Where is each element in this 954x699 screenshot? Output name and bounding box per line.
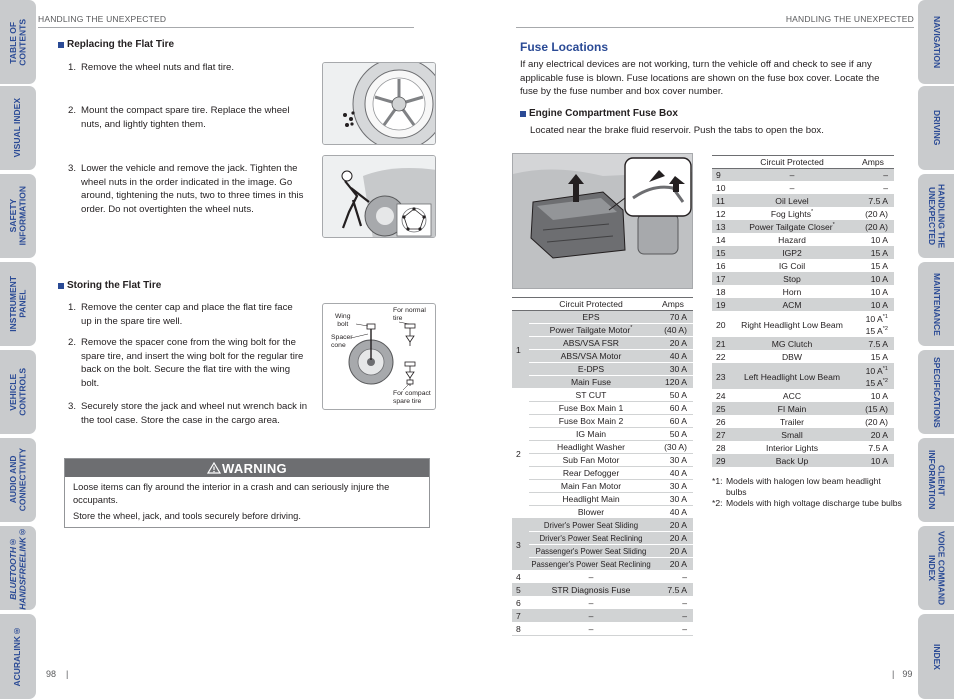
amps-value: (20 A) — [852, 416, 894, 429]
tab-label: NAVIGATION — [931, 15, 942, 69]
table-row — [512, 480, 693, 493]
warning-line-1: Loose items can fly around the interior in a crash and can seriously injure the occupants. — [73, 482, 390, 505]
table-row — [512, 454, 693, 467]
left-tab-vehicle[interactable] — [0, 350, 36, 434]
fuse-number: 5 — [512, 584, 529, 597]
wing-bolt-label: Wing bolt — [335, 313, 351, 328]
fuse-number: 6 — [512, 597, 529, 610]
right-tab-driving[interactable] — [918, 86, 954, 170]
left-tab-instrument[interactable] — [0, 262, 36, 346]
compact-spare-label: For compact spare tire — [393, 390, 431, 405]
amps-value: 10 A — [852, 390, 894, 403]
page-number-right: | 99 — [892, 669, 913, 679]
header-rule-left — [38, 27, 414, 28]
amps-value: 40 A — [653, 506, 693, 519]
storing-section-title: Storing the Flat Tire — [58, 280, 161, 291]
section-marker-icon — [58, 283, 64, 289]
tab-label: MAINTENANCE — [931, 272, 942, 336]
table-row — [712, 390, 894, 403]
fuse-number: 1 — [512, 311, 529, 389]
amps-value: 15 A — [852, 351, 894, 364]
amps-value: 20 A — [653, 337, 693, 350]
circuit-protected: – — [529, 571, 653, 584]
wheel-mount-illustration — [322, 62, 436, 145]
table-row — [512, 441, 693, 454]
tab-label: BLUETOOTH® HANDSFREELINK® — [7, 526, 27, 610]
circuit-protected: STR Diagnosis Fuse — [529, 584, 653, 597]
amps-value: – — [653, 623, 693, 636]
right-tab-voice-command[interactable] — [918, 526, 954, 610]
left-tab-visual-index[interactable] — [0, 86, 36, 170]
fuse-number: 15 — [712, 247, 732, 260]
circuit-protected: Driver's Power Seat Sliding — [529, 519, 653, 532]
section-marker-icon — [520, 111, 526, 117]
amps-value: (15 A) — [852, 403, 894, 416]
tab-label: ACURALINK® — [12, 626, 23, 687]
footnote-1: *1: Models with halogen low beam headlight bulbs — [712, 476, 881, 497]
fuse-number: 12 — [712, 208, 732, 221]
circuit-protected: Headlight Washer — [529, 441, 653, 454]
table-row — [512, 402, 693, 415]
table-row — [712, 416, 894, 429]
spare-tire-well-illustration — [322, 303, 436, 410]
amps-value: 50 A — [653, 389, 693, 402]
fuse-number: 2 — [512, 389, 529, 519]
circuit-protected: Stop — [732, 273, 852, 286]
circuit-protected: Sub Fan Motor — [529, 454, 653, 467]
table-row — [712, 442, 894, 455]
circuit-protected: ST CUT — [529, 389, 653, 402]
table-row — [712, 208, 894, 221]
table2-header-amps: Amps — [852, 156, 894, 169]
table-row — [712, 273, 894, 286]
table-row — [712, 195, 894, 208]
right-side-tabs — [918, 0, 954, 699]
amps-value: 30 A — [653, 480, 693, 493]
fuse-table-2 — [712, 155, 894, 468]
fuse-number: 25 — [712, 403, 732, 416]
amps-value: 20 A — [653, 519, 693, 532]
amps-value: 7.5 A — [852, 195, 894, 208]
tab-label: CLIENT INFORMATION — [927, 450, 947, 510]
fuse-number: 26 — [712, 416, 732, 429]
fuse-number: 4 — [512, 571, 529, 584]
table-row — [712, 221, 894, 234]
table-row — [712, 234, 894, 247]
table-row — [712, 351, 894, 364]
circuit-protected: ABS/VSA Motor — [529, 350, 653, 363]
circuit-protected: – — [732, 169, 852, 182]
amps-value: 30 A — [653, 454, 693, 467]
table-row — [712, 455, 894, 468]
amps-value: 30 A — [653, 363, 693, 376]
table-row — [512, 428, 693, 441]
fuse-number: 18 — [712, 286, 732, 299]
table-row — [512, 506, 693, 519]
left-tab-safety[interactable] — [0, 174, 36, 258]
table-row — [512, 610, 693, 623]
tab-label: DRIVING — [931, 110, 942, 146]
amps-value: 60 A — [653, 415, 693, 428]
fuse-table-1 — [512, 297, 693, 636]
amps-value: 10 $A^{*1}$ 15 $A^{*2}$ — [852, 312, 894, 338]
running-head-left: HANDLING THE UNEXPECTED — [38, 14, 167, 24]
fuse-number: 9 — [712, 169, 732, 182]
circuit-protected: FI Main — [732, 403, 852, 416]
amps-value: 15 A — [852, 247, 894, 260]
storing-step-2: 2. Remove the spacer cone from the wing bolt for the spare tire, and insert the wing bolt for the regular tire back on the bolt. Secure the flat tire with the wing bolt. — [68, 337, 304, 389]
circuit-protected: E-DPS — [529, 363, 653, 376]
fuse-number: 13 — [712, 221, 732, 234]
tab-label: INSTRUMENT PANEL — [7, 276, 27, 332]
warning-triangle-icon — [207, 462, 221, 474]
table-row — [512, 350, 693, 363]
warning-box — [64, 458, 430, 528]
fuse-number: 29 — [712, 455, 732, 468]
table-row — [512, 532, 693, 545]
circuit-protected: IG Coil — [732, 260, 852, 273]
amps-value: 7.5 A — [653, 584, 693, 597]
table-row — [512, 467, 693, 480]
circuit-protected: Trailer — [732, 416, 852, 429]
circuit-protected: Fog Lights* — [732, 208, 852, 221]
table-row — [512, 519, 693, 532]
table1-header-amps: Amps — [653, 298, 693, 311]
table-row — [512, 337, 693, 350]
circuit-protected: Small — [732, 429, 852, 442]
amps-value: – — [653, 597, 693, 610]
table-row — [712, 247, 894, 260]
table-row — [512, 597, 693, 610]
tab-label: INDEX — [931, 643, 942, 670]
table-row — [512, 363, 693, 376]
right-tab-maintenance[interactable] — [918, 262, 954, 346]
circuit-protected: Power Tailgate Motor* — [529, 324, 653, 337]
table2-header-number — [712, 156, 732, 169]
amps-value: 10 $A^{*1}$ 15 $A^{*2}$ — [852, 364, 894, 390]
amps-value: 120 A — [653, 376, 693, 389]
replacing-step-3: 3. Lower the vehicle and remove the jack. Tighten the wheel nuts in the order indicated in the image. Go around, tightening the nuts, two to three times in this order. Do not overtighten the wheel nuts. — [68, 163, 304, 215]
table-row — [512, 623, 693, 636]
left-tab-bluetooth[interactable] — [0, 526, 36, 610]
header-rule-right — [516, 27, 914, 28]
table-row — [712, 260, 894, 273]
circuit-protected: Headlight Main — [529, 493, 653, 506]
fuse-number: 8 — [512, 623, 529, 636]
storing-step-1: 1. Remove the center cap and place the flat tire face up in the spare tire well. — [68, 302, 293, 327]
replacing-step-1: 1. Remove the wheel nuts and flat tire. — [68, 62, 235, 73]
fuse-locations-title: Fuse Locations — [520, 40, 609, 54]
circuit-protected: Back Up — [732, 455, 852, 468]
engine-fuse-box-text: Located near the brake fluid reservoir. Push the tabs to open the box. — [530, 125, 824, 136]
circuit-protected: Right Headlight Low Beam — [732, 312, 852, 338]
footnote-2: *2: Models with high voltage discharge tube bulbs — [712, 498, 902, 508]
table-row — [712, 403, 894, 416]
amps-value: – — [653, 571, 693, 584]
fuse-number: 21 — [712, 338, 732, 351]
right-tab-specifications[interactable] — [918, 350, 954, 434]
circuit-protected: – — [732, 182, 852, 195]
circuit-protected: IGP2 — [732, 247, 852, 260]
circuit-protected: Hazard — [732, 234, 852, 247]
tighten-nuts-illustration — [322, 155, 436, 238]
circuit-protected: Rear Defogger — [529, 467, 653, 480]
running-head-right: HANDLING THE UNEXPECTED — [785, 14, 914, 24]
tab-label: VISUAL INDEX — [12, 98, 23, 158]
fuse-number: 28 — [712, 442, 732, 455]
circuit-protected: Main Fan Motor — [529, 480, 653, 493]
fuse-number: 23 — [712, 364, 732, 390]
circuit-protected: Passenger's Power Seat Sliding — [529, 545, 653, 558]
amps-value: 40 A — [653, 467, 693, 480]
table2-header-circuit: Circuit Protected — [732, 156, 852, 169]
replacing-section-title: Replacing the Flat Tire — [58, 39, 174, 50]
fuse-number: 14 — [712, 234, 732, 247]
table-row — [512, 324, 693, 337]
circuit-protected: – — [529, 597, 653, 610]
fuse-number: 7 — [512, 610, 529, 623]
circuit-protected: Power Tailgate Closer* — [732, 221, 852, 234]
circuit-protected: – — [529, 623, 653, 636]
circuit-protected: Driver's Power Seat Reclining — [529, 532, 653, 545]
table-row — [512, 584, 693, 597]
amps-value: (30 A) — [653, 441, 693, 454]
replacing-step-2: 2. Mount the compact spare tire. Replace the wheel nuts, and lightly tighten them. — [68, 105, 290, 130]
fuse-intro-text: If any electrical devices are not working, turn the vehicle off and check to see if any applicable fuse is blown. Fuse locations are shown on the fuse box cover. Locate the fuse by the fuse number and box cover number. — [520, 59, 880, 98]
fuse-number: 19 — [712, 299, 732, 312]
circuit-protected: Left Headlight Low Beam — [732, 364, 852, 390]
tab-label: SPECIFICATIONS — [931, 356, 942, 428]
amps-value: 7.5 A — [852, 338, 894, 351]
table1-header-number — [512, 298, 529, 311]
amps-value: 70 A — [653, 311, 693, 324]
amps-value: 50 A — [653, 428, 693, 441]
circuit-protected: ABS/VSA FSR — [529, 337, 653, 350]
left-tab-table-of[interactable] — [0, 0, 36, 84]
fuse-number: 24 — [712, 390, 732, 403]
circuit-protected: DBW — [732, 351, 852, 364]
amps-value: 7.5 A — [852, 442, 894, 455]
engine-fuse-box-title: Engine Compartment Fuse Box — [520, 108, 678, 119]
fuse-number: 17 — [712, 273, 732, 286]
amps-value: (40 A) — [653, 324, 693, 337]
amps-value: 15 A — [852, 260, 894, 273]
table-row — [712, 312, 894, 338]
right-tab-client[interactable] — [918, 438, 954, 522]
amps-value: (20 A) — [852, 221, 894, 234]
table-row — [512, 415, 693, 428]
table-row — [512, 571, 693, 584]
spacer-cone-label: Spacer cone — [331, 334, 353, 349]
circuit-protected: ACM — [732, 299, 852, 312]
amps-value: 20 A — [852, 429, 894, 442]
right-tab-handling-the[interactable] — [918, 174, 954, 258]
circuit-protected: Passenger's Power Seat Reclining — [529, 558, 653, 571]
left-tab-acuralink[interactable] — [0, 614, 36, 699]
amps-value: (20 A) — [852, 208, 894, 221]
circuit-protected: MG Clutch — [732, 338, 852, 351]
table-row — [512, 493, 693, 506]
table-row — [512, 376, 693, 389]
circuit-protected: Fuse Box Main 1 — [529, 402, 653, 415]
table-row — [712, 182, 894, 195]
left-tab-audio-and[interactable] — [0, 438, 36, 522]
amps-value: – — [653, 610, 693, 623]
table-row — [512, 558, 693, 571]
amps-value: – — [852, 169, 894, 182]
left-side-tabs — [0, 0, 36, 699]
table-row — [712, 299, 894, 312]
warning-line-2: Store the wheel, jack, and tools securely before driving. — [73, 511, 301, 521]
fuse-number: 22 — [712, 351, 732, 364]
circuit-protected: ACC — [732, 390, 852, 403]
right-tab-navigation[interactable] — [918, 0, 954, 84]
amps-value: 10 A — [852, 455, 894, 468]
tab-label: AUDIO AND CONNECTIVITY — [7, 448, 27, 512]
page-number-left: 98 | — [46, 669, 69, 679]
circuit-protected: Horn — [732, 286, 852, 299]
circuit-protected: Blower — [529, 506, 653, 519]
table-row — [512, 311, 693, 324]
tab-label: SAFETY INFORMATION — [7, 186, 27, 246]
fuse-number: 10 — [712, 182, 732, 195]
table-row — [512, 545, 693, 558]
normal-tire-label: For normal tire — [393, 307, 426, 322]
circuit-protected: – — [529, 610, 653, 623]
circuit-protected: IG Main — [529, 428, 653, 441]
circuit-protected: EPS — [529, 311, 653, 324]
amps-value: 10 A — [852, 286, 894, 299]
amps-value: 10 A — [852, 299, 894, 312]
circuit-protected: Interior Lights — [732, 442, 852, 455]
circuit-protected: Main Fuse — [529, 376, 653, 389]
engine-compartment-illustration — [512, 153, 693, 289]
amps-value: 10 A — [852, 273, 894, 286]
right-tab-index[interactable] — [918, 614, 954, 699]
fuse-number: 11 — [712, 195, 732, 208]
table-row — [712, 338, 894, 351]
table-row — [712, 169, 894, 182]
amps-value: 60 A — [653, 402, 693, 415]
fuse-number: 3 — [512, 519, 529, 571]
fuse-number: 27 — [712, 429, 732, 442]
amps-value: 30 A — [653, 493, 693, 506]
tab-label: TABLE OF CONTENTS — [7, 18, 27, 66]
table-row — [712, 286, 894, 299]
tab-label: HANDLING THE UNEXPECTED — [927, 183, 947, 249]
fuse-number: 16 — [712, 260, 732, 273]
circuit-protected: Fuse Box Main 2 — [529, 415, 653, 428]
fuse-number: 20 — [712, 312, 732, 338]
table-row — [712, 429, 894, 442]
circuit-protected: Oil Level — [732, 195, 852, 208]
tab-label: VEHICLE CONTROLS — [7, 368, 27, 416]
amps-value: 20 A — [653, 545, 693, 558]
section-marker-icon — [58, 42, 64, 48]
tab-label: VOICE COMMAND INDEX — [927, 530, 947, 606]
amps-value: 20 A — [653, 558, 693, 571]
warning-header: WARNING — [65, 459, 429, 477]
amps-value: – — [852, 182, 894, 195]
amps-value: 20 A — [653, 532, 693, 545]
amps-value: 10 A — [852, 234, 894, 247]
storing-step-3: 3. Securely store the jack and wheel nut wrench back in the tool case. Store the case in the cargo area. — [68, 401, 308, 426]
amps-value: 40 A — [653, 350, 693, 363]
table-row — [712, 364, 894, 390]
table1-header-circuit: Circuit Protected — [529, 298, 653, 311]
table-row — [512, 389, 693, 402]
